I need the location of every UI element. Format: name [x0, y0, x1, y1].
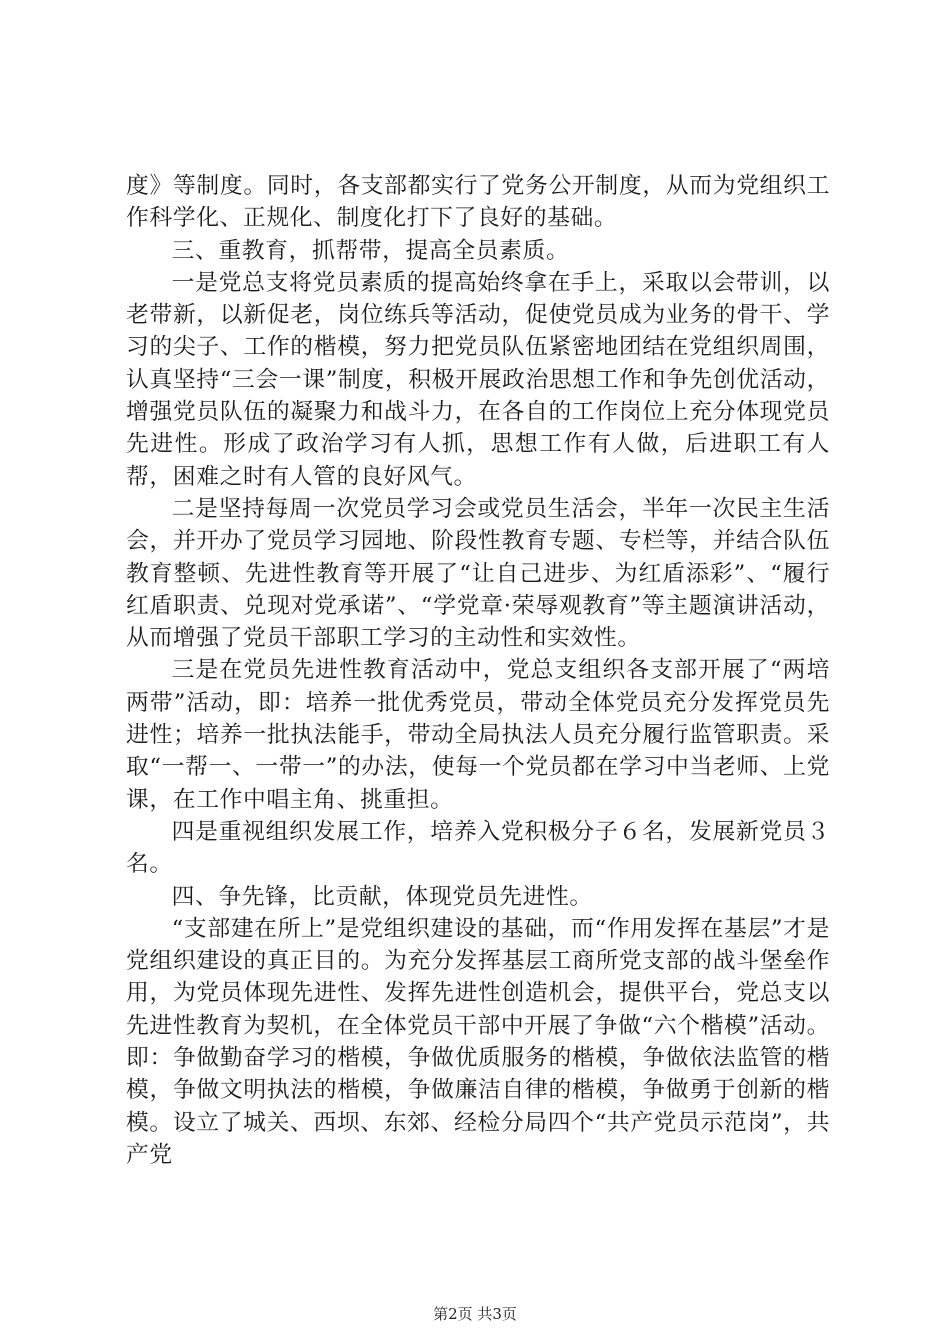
document-body [126, 170, 830, 1171]
paragraph-section-4-body: “支部建在所上”是党组织建设的基础，而“作用发挥在基层”才是党组织建设的真正目的。为充分发挥基层工商所党支部的战斗堡垒作用，为党员体现先进性、发挥先进性创造机会，提供平台，党总支以先进性教育为契机，在全体党员干部中开展了争做“六个楷模”活动。即：争做勤奋学习的楷模，争做优质服务的楷模，争做依法监管的楷模，争做文明执法的楷模，争做廉洁自律的楷模，争做勇于创新的楷模。设立了城关、西坝、东郊、经检分局四个“共产党员示范岗”，共产党 [126, 915, 830, 1168]
paragraph-1: 度》等制度。同时，各支部都实行了党务公开制度，从而为党组织工作科学化、正规化、制度化打下了良好的基础。 [126, 173, 830, 232]
page-footer: 第2页 共3页 [433, 1305, 517, 1323]
section-heading-4: 四、争先锋，比贡献，体现党员先进性。 [171, 883, 593, 910]
paragraph-point-4: 四是重视组织发展工作，培养入党积极分子６名，发展新党员３名。 [126, 818, 830, 878]
section-heading-3: 三、重教育，抓帮带，提高全员素质。 [171, 237, 570, 264]
paragraph-point-1: 一是党总支将党员素质的提高始终拿在手上，采取以会带训，以老带新，以新促老，岗位练兵等活动，促使党员成为业务的骨干、学习的尖子、工作的楷模，努力把党员队伍紧密地团结在党组织周围，认真坚持“三会一课”制度，积极开展政治思想工作和争先创优活动，增强党员队伍的凝聚力和战斗力，在各自的工作岗位上充分体现党员先进性。形成了政治学习有人抓，思想工作有人做，后进职工有人帮，困难之时有人管的良好风气。 [126, 269, 830, 490]
paragraph-point-2: 二是坚持每周一次党员学习会或党员生活会，半年一次民主生活会，并开办了党员学习园地、阶段性教育专题、专栏等，并结合队伍教育整顿、先进性教育等开展了“让自己进步、为红盾添彩”、“履行红盾职责、兑现对党承诺”、“学党章·荣辱观教育”等主题演讲活动，从而增强了党员干部职工学习的主动性和实效性。 [126, 495, 830, 652]
paragraph-point-3: 三是在党员先进性教育活动中，党总支组织各支部开展了“两培两带”活动，即：培养一批优秀党员，带动全体党员充分发挥党员先进性；培养一批执法能手，带动全局执法人员充分履行监管职责。采取“一帮一、一带一”的办法，使每一个党员都在学习中当老师、上党课，在工作中唱主角、挑重担。 [126, 657, 830, 813]
